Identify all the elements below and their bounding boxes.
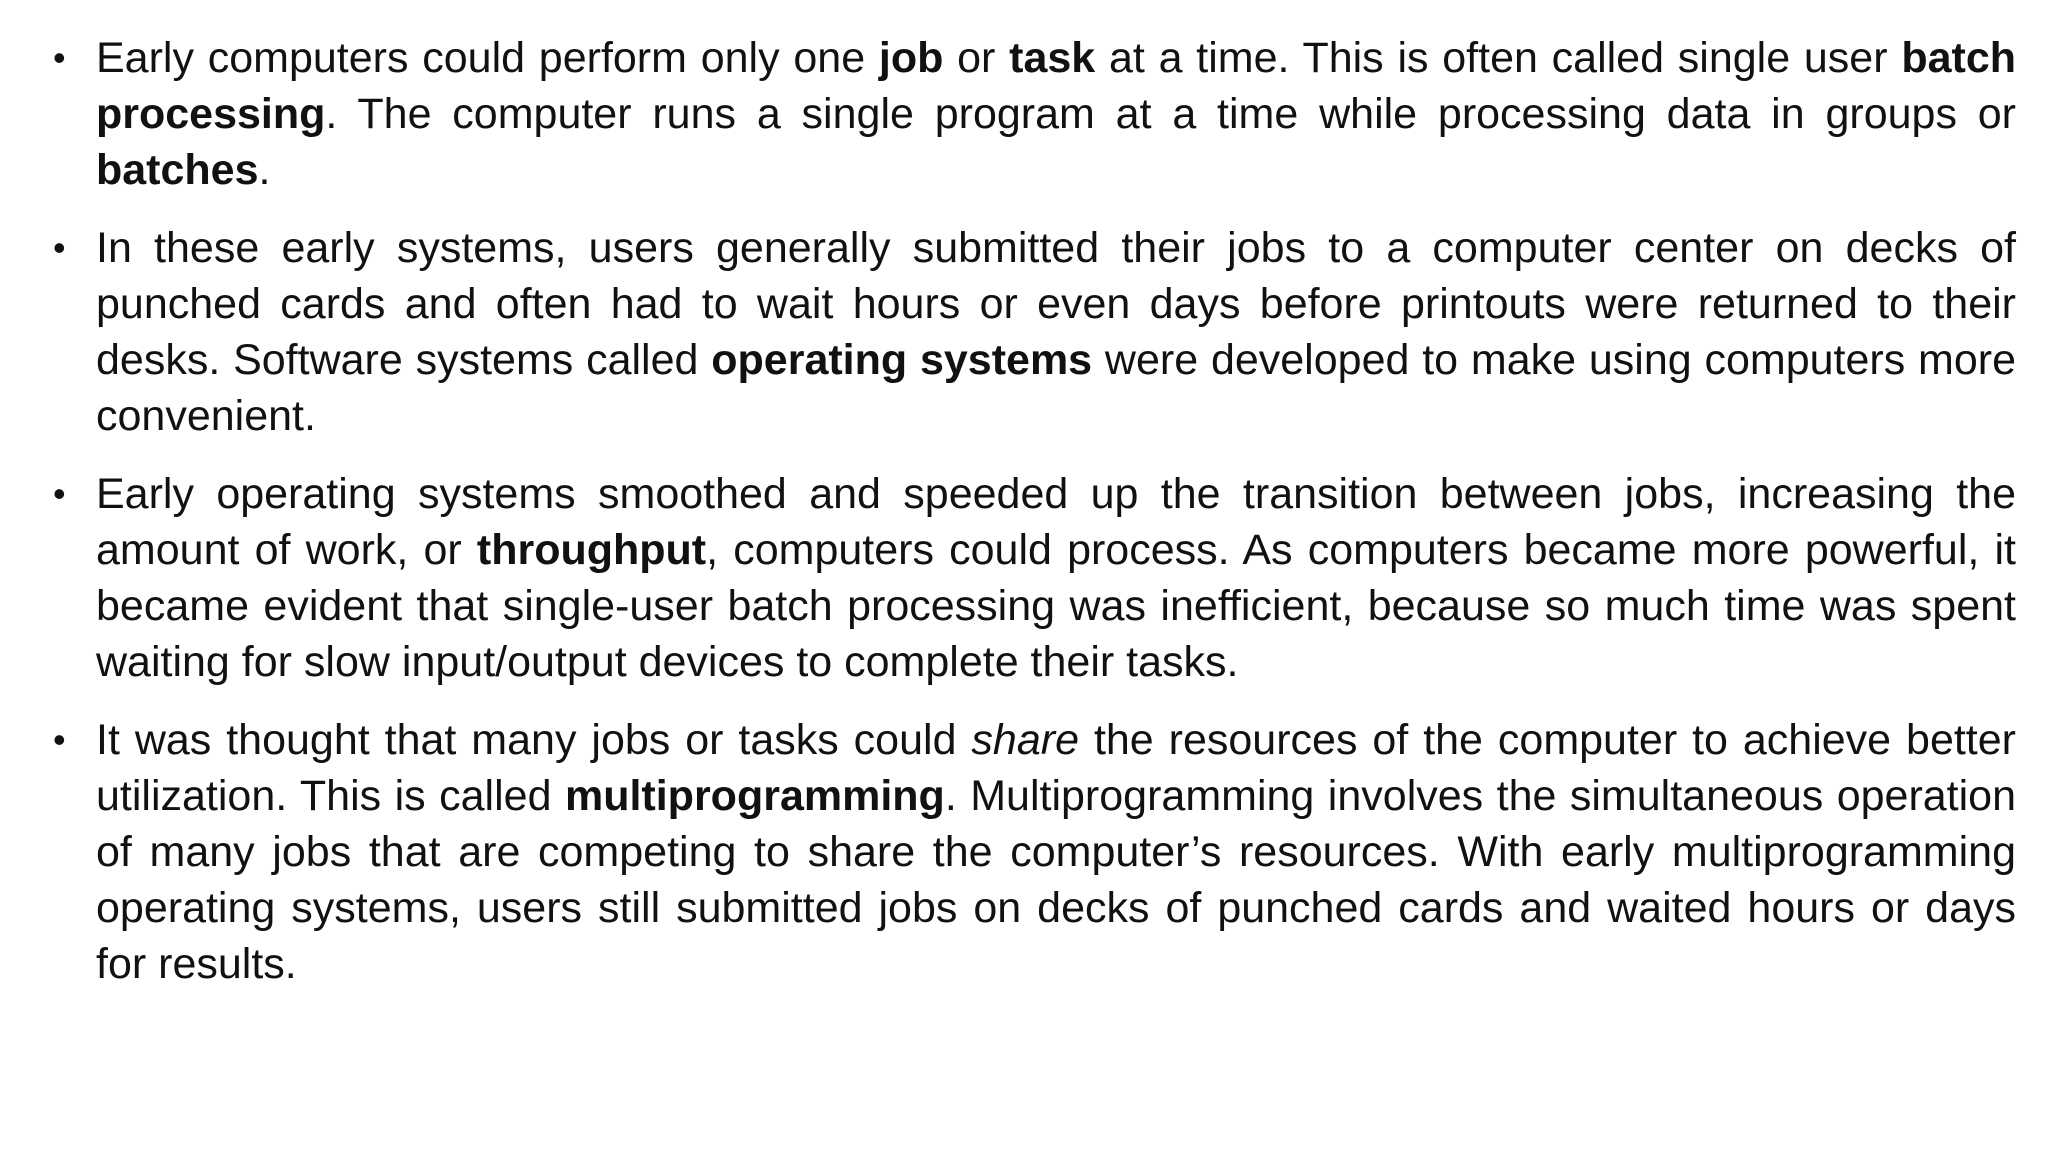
bullet-dot-icon: •	[53, 719, 66, 760]
bullet-text	[96, 470, 2016, 686]
bullet-dot-icon: •	[53, 473, 66, 514]
bold-term: batch processing	[96, 34, 2016, 138]
text-segment: Early operating systems smoothed and speeded up the transition between jobs, increasing the amount of work, or	[96, 470, 2016, 574]
bullet-dot-icon: •	[53, 37, 66, 78]
bullet-text	[96, 224, 2016, 440]
bold-term: batches	[96, 146, 259, 194]
text-segment: the resources of the computer to achieve better utilization. This is called	[96, 716, 2016, 820]
bullet-text	[96, 34, 2016, 194]
text-segment: In these early systems, users generally submitted their jobs to a computer center on decks of punched cards and often had to wait hours or even days before printouts were returned to their desks. Software systems called	[96, 224, 2016, 384]
bullet-dot-icon: •	[53, 227, 66, 268]
bold-term: operating systems	[711, 336, 1093, 384]
text-segment: were developed to make using computers more convenient.	[96, 336, 2016, 440]
text-segment: at a time. This is often called single user	[1095, 34, 1902, 82]
text-segment: Early computers could perform only one	[96, 34, 879, 82]
text-segment: or	[943, 34, 1010, 82]
bold-term: job	[878, 34, 944, 82]
bullet-item	[53, 30, 2016, 198]
text-segment: . The computer runs a single program at a time while processing data in groups or	[325, 90, 2016, 138]
bold-term: task	[1009, 34, 1096, 82]
bold-term: throughput	[476, 526, 707, 574]
text-segment: .	[258, 146, 271, 194]
text-segment: It was thought that many jobs or tasks could	[96, 716, 972, 764]
bullet-item	[53, 466, 2016, 690]
bullet-item	[53, 220, 2016, 444]
text-segment: , computers could process. As computers became more powerful, it became evident that single-user batch processing was inefficient, because so much time was spent waiting for slow input/output devices to complete their tasks.	[96, 526, 2016, 686]
bullet-list	[53, 30, 2017, 1014]
bullet-item	[53, 712, 2017, 992]
bold-term: multiprogramming	[564, 772, 945, 820]
bullet-text	[96, 716, 2016, 988]
italic-term: share	[971, 716, 1079, 764]
text-segment: . Multiprogramming involves the simultaneous operation of many jobs that are competing to share the computer’s resources. With early multiprogramming operating systems, users still submitted jobs on decks of punched cards and waited hours or days for results.	[96, 772, 2017, 988]
